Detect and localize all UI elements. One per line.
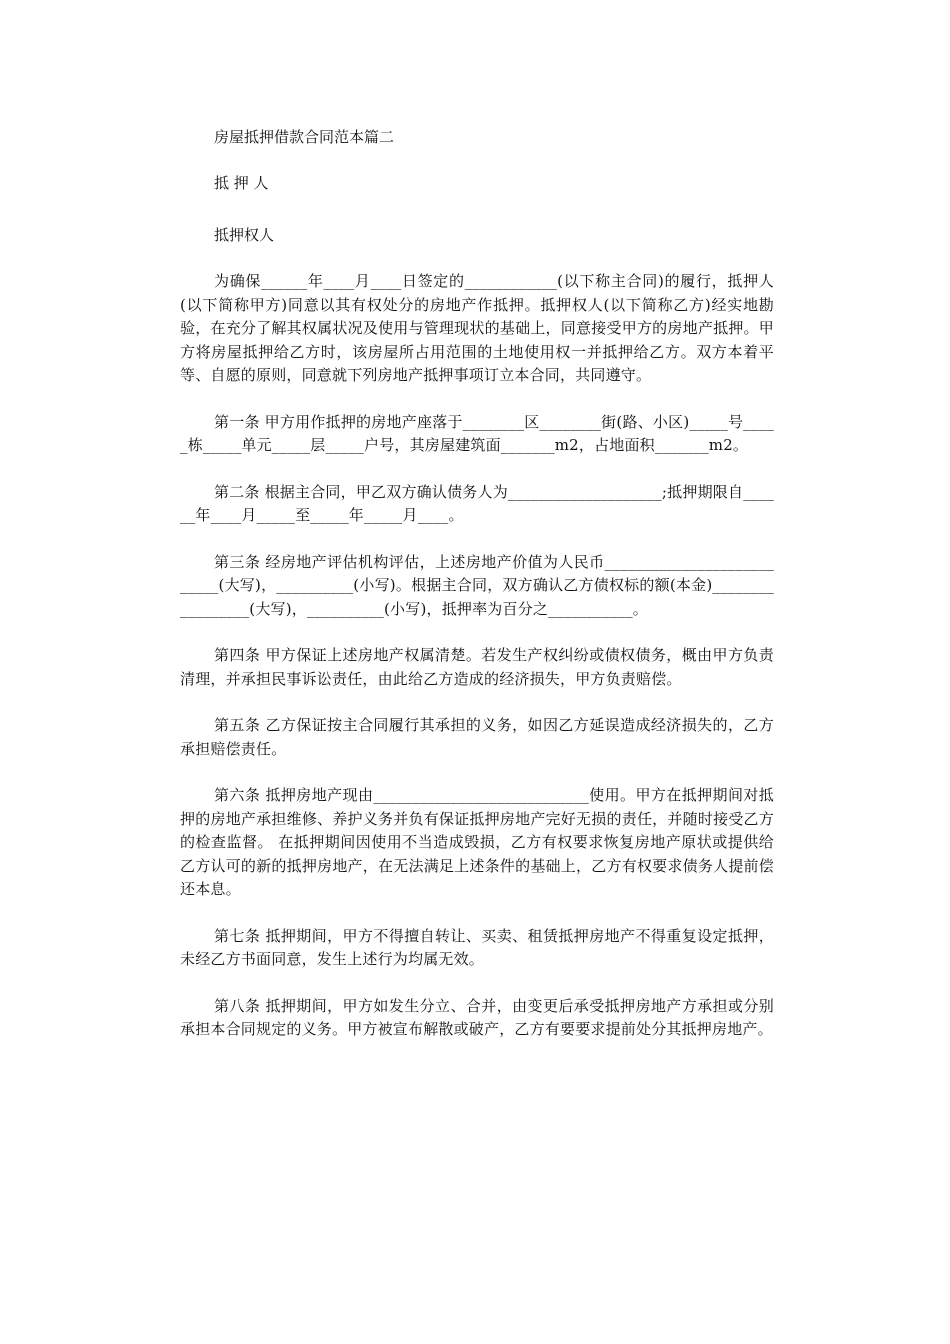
- article-1: 第一条 甲方用作抵押的房地产座落于________区________街(路、小区)_____号_____栋_____单元_____层_____户号，其房屋建筑面_______m2，占地面积_______m2。: [180, 412, 774, 454]
- article-5: 第五条 乙方保证按主合同履行其承担的义务，如因乙方延误造成经济损失的，乙方承担赔偿责任。: [180, 716, 774, 758]
- article-6: 第六条 抵押房地产现由____________________________使用。甲方在抵押期间对抵押的房地产承担维修、养护义务并负有保证抵押房地产完好无损的责任，并随时接受乙方的检查监督。 在抵押期间因使用不当造成毁损，乙方有权要求恢复房地产原状或提供给乙方认可的新的抵押房地产，在无法满足上述条件的基础上，乙方有权要求债务人提前偿还本息。: [180, 786, 774, 898]
- contract-body: [180, 124, 774, 1065]
- mortgagee-label: 抵押权人: [214, 226, 275, 244]
- mortgagor-label: 抵 押 人: [214, 174, 269, 192]
- document-title: 房屋抵押借款合同范本篇二: [214, 128, 395, 146]
- article-4: 第四条 甲方保证上述房地产权属清楚。若发生产权纠纷或债权债务，概由甲方负责清理，并承担民事诉讼责任，由此给乙方造成的经济损失，甲方负责赔偿。: [180, 646, 774, 688]
- preamble-paragraph: 为确保______年____月____日签定的____________(以下称主合同)的履行，抵押人(以下简称甲方)同意以其有权处分的房地产作抵押。抵押权人(以下简称乙方)经实地勘验，在充分了解其权属状况及使用与管理现状的基础上，同意接受甲方的房地产抵押。甲方将房屋抵押给乙方时，该房屋所占用范围的土地使用权一并抵押给乙方。双方本着平等、自愿的原则，同意就下列房地产抵押事项订立本合同，共同遵守。: [180, 272, 774, 384]
- article-2: 第二条 根据主合同，甲乙双方确认债务人为____________________;抵押期限自______年____月_____至_____年_____月____。: [180, 482, 774, 524]
- article-3: 第三条 经房地产评估机构评估，上述房地产价值为人民币___________________________(大写)，__________(小写)。根据主合同，双方确认乙方债权标的额(本金)_________________(大写)，__________(小写)，抵押率为百分之___________。: [180, 552, 774, 618]
- article-7: 第七条 抵押期间，甲方不得擅自转让、买卖、租赁抵押房地产不得重复设定抵押，未经乙方书面同意，发生上述行为均属无效。: [180, 926, 774, 968]
- article-8: 第八条 抵押期间，甲方如发生分立、合并，由变更后承受抵押房地产方承担或分别承担本合同规定的义务。甲方被宣布解散或破产，乙方有要要求提前处分其抵押房地产。: [180, 996, 774, 1038]
